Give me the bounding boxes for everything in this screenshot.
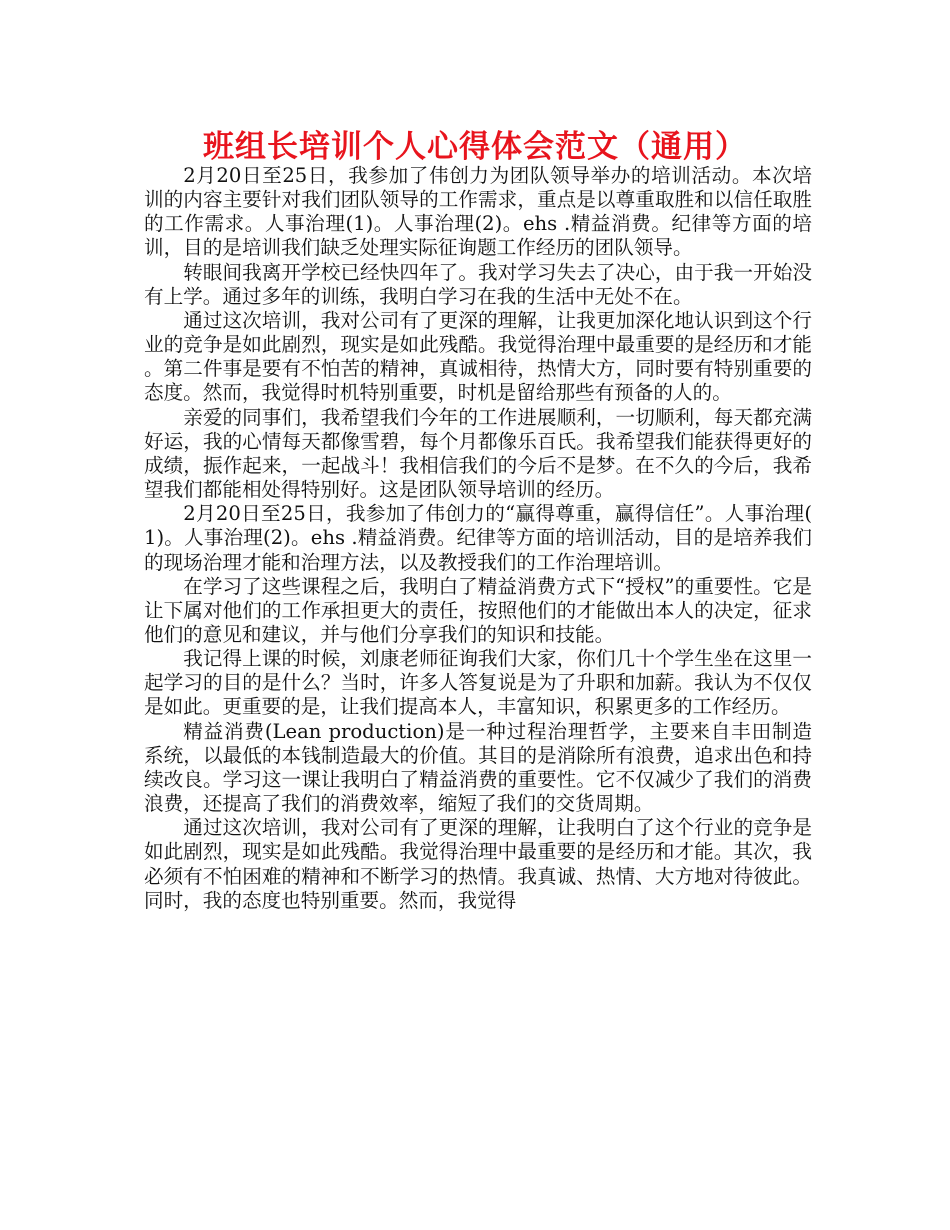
paragraph: 通过这次培训，我对公司有了更深的理解，让我更加深化地认识到这个行业的竞争是如此剧烈，现实是如此残酷。我觉得治理中最重要的是经历和才能。第二件事是要有不怕苦的精神，真诚相待，热情大方，同时要有特别重要的态度。然而，我觉得时机特别重要，时机是留给那些有预备的人的。 <box>144 308 812 405</box>
paragraph: 2月20日至25日，我参加了伟创力为团队领导举办的培训活动。本次培训的内容主要针对我们团队领导的工作需求，重点是以尊重取胜和以信任取胜的工作需求。人事治理(1)。人事治理(2)。ehs .精益消费。纪律等方面的培训，目的是培训我们缺乏处理实际征询题工作经历的团队领导。 <box>144 164 812 260</box>
paragraph: 在学习了这些课程之后，我明白了精益消费方式下“授权”的重要性。它是让下属对他们的工作承担更大的责任，按照他们的才能做出本人的决定，征求他们的意见和建议，并与他们分享我们的知识和技能。 <box>144 574 812 646</box>
document-body <box>144 164 812 913</box>
paragraph: 我记得上课的时候，刘康老师征询我们大家，你们几十个学生坐在这里一起学习的目的是什么？当时，许多人答复说是为了升职和加薪。我认为不仅仅是如此。更重要的是，让我们提高本人，丰富知识，积累更多的工作经历。 <box>144 647 812 719</box>
document-title: 班组长培训个人心得体会范文（通用） <box>203 129 747 165</box>
paragraph: 转眼间我离开学校已经快四年了。我对学习失去了决心，由于我一开始没有上学。通过多年的训练，我明白学习在我的生活中无处不在。 <box>144 260 812 308</box>
paragraph: 亲爱的同事们，我希望我们今年的工作进展顺利，一切顺利，每天都充满好运，我的心情每天都像雪碧，每个月都像乐百氏。我希望我们能获得更好的成绩，振作起来，一起战斗！我相信我们的今后不是梦。在不久的今后，我希望我们都能相处得特别好。这是团队领导培训的经历。 <box>144 405 812 502</box>
paragraph: 通过这次培训，我对公司有了更深的理解，让我明白了这个行业的竞争是如此剧烈，现实是如此残酷。我觉得治理中最重要的是经历和才能。其次，我必须有不怕困难的精神和不断学习的热情。我真诚、热情、大方地对待彼此。同时，我的态度也特别重要。然而，我觉得 <box>144 816 812 912</box>
paragraph: 2月20日至25日，我参加了伟创力的“赢得尊重，赢得信任”。人事治理(1)。人事治理(2)。ehs .精益消费。纪律等方面的培训活动，目的是培养我们的现场治理才能和治理方法，以及教授我们的工作治理培训。 <box>144 502 812 574</box>
paragraph: 精益消费(Lean production)是一种过程治理哲学，主要来自丰田制造系统，以最低的本钱制造最大的价值。其目的是消除所有浪费，追求出色和持续改良。学习这一课让我明白了精益消费的重要性。它不仅减少了我们的消费浪费，还提高了我们的消费效率，缩短了我们的交货周期。 <box>144 719 812 816</box>
